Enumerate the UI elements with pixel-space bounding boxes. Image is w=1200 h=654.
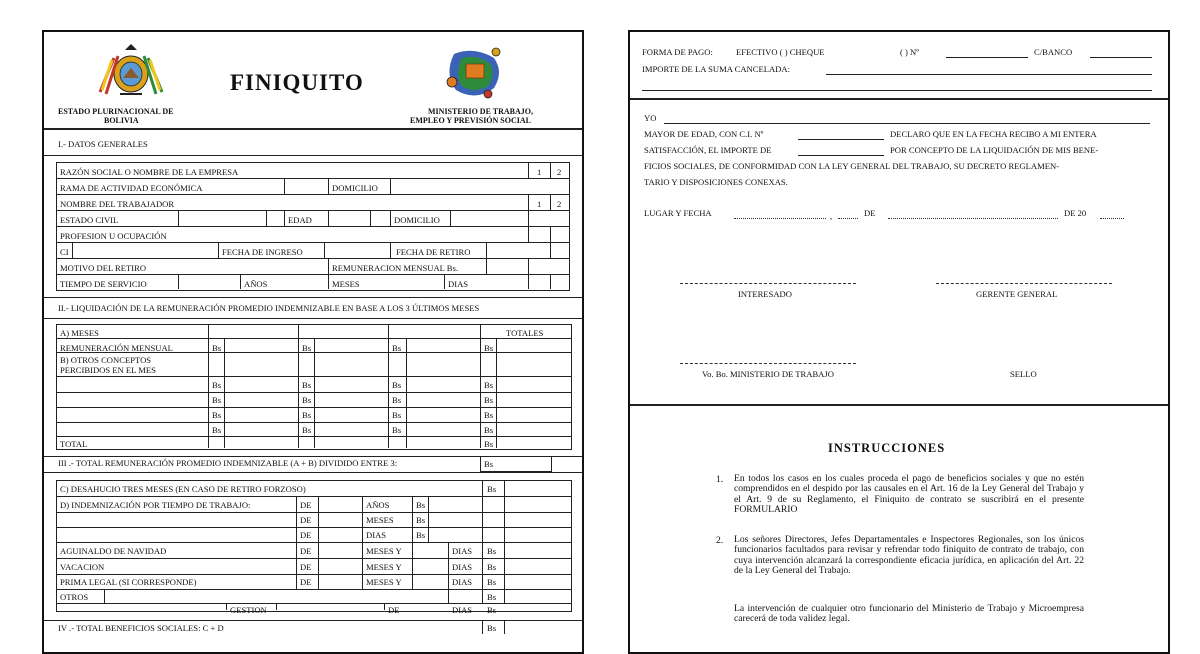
- bs-label: Bs: [392, 410, 402, 420]
- bs-label: Bs: [302, 343, 312, 353]
- otros-label: OTROS: [60, 592, 89, 602]
- de-label: DE: [300, 530, 312, 540]
- bs-label: Bs: [212, 380, 222, 390]
- instruction-1-number: 1.: [716, 474, 724, 485]
- declaracion-line-2a: SATISFACCIÓN, EL IMPORTE DE: [644, 145, 772, 155]
- bs-label: Bs: [487, 484, 497, 494]
- instruction-3-text: La intervención de cualquier otro funcionario del Ministerio de Trabajo y Microempresa carecerá de toda validez legal.: [734, 603, 1084, 625]
- section-3-title: III .- TOTAL REMUNERACIÓN PROMEDIO INDEMNIZABLE (A + B) DIVIDIDO ENTRE 3:: [58, 458, 398, 468]
- a-meses-label: A) MESES: [60, 328, 99, 338]
- otros-conceptos-label-2: PERCIBIDOS EN EL MES: [60, 365, 156, 375]
- bs-label: Bs: [392, 380, 402, 390]
- de-label: DE: [300, 577, 312, 587]
- de-label: DE: [864, 208, 876, 218]
- nombre-trabajador-label: NOMBRE DEL TRABAJADOR: [60, 199, 175, 209]
- bs-label: Bs: [392, 395, 402, 405]
- aguinaldo-label: AGUINALDO DE NAVIDAD: [60, 546, 167, 556]
- bs-label: Bs: [487, 623, 497, 633]
- header-divider: [44, 128, 582, 130]
- desahucio-label: C) DESAHUCIO TRES MESES (EN CASO DE RETIRO FORZOSO): [60, 484, 306, 494]
- bs-label: Bs: [487, 592, 497, 602]
- instrucciones-title: INSTRUCCIONES: [828, 441, 946, 455]
- importe-cancelado-label: IMPORTE DE LA SUMA CANCELADA:: [642, 64, 790, 74]
- vacacion-label: VACACION: [60, 562, 105, 572]
- finiquito-back-page: [628, 30, 1170, 654]
- bs-label: Bs: [484, 395, 494, 405]
- page-number-1: 1: [537, 167, 542, 177]
- bs-label: Bs: [484, 425, 494, 435]
- finiquito-form-page: [42, 30, 584, 654]
- remuneracion-row-label: REMUNERACIÓN MENSUAL: [60, 343, 173, 353]
- totales-label: TOTALES: [506, 328, 544, 338]
- rama-label: RAMA DE ACTIVIDAD ECONÓMICA: [60, 183, 203, 193]
- bs-label: Bs: [212, 410, 222, 420]
- bs-label: Bs: [302, 380, 312, 390]
- gerente-label: GERENTE GENERAL: [976, 289, 1058, 299]
- section-2-title: II.- LIQUIDACIÓN DE LA REMUNERACIÓN PROMEDIO INDEMNIZABLE EN BASE A LOS 3 ÚLTIMOS MESES: [58, 303, 480, 313]
- domicilio-label: DOMICILIO: [332, 183, 378, 193]
- cbanco-label: C/BANCO: [1034, 47, 1073, 57]
- anos-label: AÑOS: [366, 500, 390, 510]
- fecha-retiro-label: FECHA DE RETIRO: [396, 247, 471, 257]
- lugar-fecha-label: LUGAR Y FECHA: [644, 208, 712, 218]
- bs-label: Bs: [392, 425, 402, 435]
- bs-label: Bs: [484, 459, 494, 469]
- date-separator: ,: [830, 211, 833, 221]
- bs-label: Bs: [416, 500, 426, 510]
- bs-label: Bs: [302, 395, 312, 405]
- instruction-2-text: Los señores Directores, Jefes Departamentales e Inspectores Regionales, son los únicos funcionarios facultados para revisar y refrendar todo finiquito de contrato de trabajo, con cuya intervención alcanzará la correspondiente eficacia jurídica, en aplicación del Art. 22 de la Ley General del Trabajo.: [734, 534, 1084, 577]
- declaracion-line-1a: MAYOR DE EDAD, CON C.I. Nº: [644, 129, 764, 139]
- bs-label: Bs: [487, 546, 497, 556]
- worker-number-1: 1: [537, 199, 542, 209]
- instruction-2-number: 2.: [716, 535, 724, 546]
- bs-label: Bs: [212, 343, 222, 353]
- interesado-label: INTERESADO: [738, 289, 792, 299]
- sello-label: SELLO: [1010, 369, 1037, 379]
- meses-label: MESES: [366, 515, 394, 525]
- vobo-label: Vo. Bo. MINISTERIO DE TRABAJO: [702, 369, 834, 379]
- section-1-title: I.- DATOS GENERALES: [58, 139, 148, 149]
- total-row-label: TOTAL: [60, 439, 88, 449]
- meses-y-label: MESES Y: [366, 546, 402, 556]
- left-org-line1: ESTADO PLURINACIONAL DE: [58, 107, 174, 116]
- fecha-ingreso-label: FECHA DE INGRESO: [222, 247, 303, 257]
- bs-label: Bs: [484, 343, 494, 353]
- edad-label: EDAD: [288, 215, 312, 225]
- bs-label: Bs: [302, 425, 312, 435]
- prima-label: PRIMA LEGAL (SI CORRESPONDE): [60, 577, 197, 587]
- meses-y-label: MESES Y: [366, 577, 402, 587]
- dias-label: DIAS: [452, 577, 473, 587]
- meses-y-label: MESES Y: [366, 562, 402, 572]
- bs-label: Bs: [484, 439, 494, 449]
- declaracion-line-1b: DECLARO QUE EN LA FECHA RECIBO A MI ENTERA: [890, 129, 1097, 139]
- dias-label: DIAS: [452, 562, 473, 572]
- bs-label: Bs: [302, 410, 312, 420]
- bolivia-coat-of-arms-icon: [92, 40, 170, 102]
- gestion-label: GESTION: [230, 605, 267, 615]
- de-label: DE: [388, 605, 400, 615]
- de-20-label: DE 20: [1064, 208, 1087, 218]
- remuneracion-mensual-label: REMUNERACION MENSUAL Bs.: [332, 263, 458, 273]
- ci-label: CI: [60, 247, 69, 257]
- declaracion-line-2b: POR CONCEPTO DE LA LIQUIDACIÓN DE MIS BENE-: [890, 145, 1099, 155]
- right-org-line2: EMPLEO Y PREVISIÓN SOCIAL: [410, 116, 531, 125]
- meses-label: MESES: [332, 279, 360, 289]
- bs-label: Bs: [487, 562, 497, 572]
- dias-label: DIAS: [452, 546, 473, 556]
- vobo-signature-line: [680, 363, 856, 364]
- anos-label: AÑOS: [244, 279, 268, 289]
- de-label: DE: [300, 500, 312, 510]
- profesion-label: PROFESION U OCUPACIÓN: [60, 231, 167, 241]
- de-label: DE: [300, 515, 312, 525]
- declaracion-line-4: TARIO Y DISPOSICIONES CONEXAS.: [644, 177, 788, 187]
- de-label: DE: [300, 562, 312, 572]
- bs-label: Bs: [212, 425, 222, 435]
- yo-label: YO: [644, 113, 657, 123]
- bs-label: Bs: [212, 395, 222, 405]
- indemnizacion-label: D) INDEMNIZACIÓN POR TIEMPO DE TRABAJO:: [60, 500, 251, 510]
- dias-label: DIAS: [448, 279, 469, 289]
- interesado-signature-line: [680, 283, 856, 284]
- bs-label: Bs: [484, 380, 494, 390]
- otros-conceptos-label-1: B) OTROS CONCEPTOS: [60, 355, 152, 365]
- worker-number-2: 2: [557, 199, 562, 209]
- bs-label: Bs: [487, 605, 497, 615]
- right-org-line1: MINISTERIO DE TRABAJO,: [428, 107, 533, 116]
- ministry-logo-icon: [442, 44, 508, 102]
- forma-pago-label: FORMA DE PAGO:: [642, 47, 713, 57]
- left-org-line2: BOLIVIA: [104, 116, 139, 125]
- bs-label: Bs: [392, 343, 402, 353]
- bs-label: Bs: [487, 577, 497, 587]
- bs-label: Bs: [484, 410, 494, 420]
- domicilio-worker-label: DOMICILIO: [394, 215, 440, 225]
- dias-label: DIAS: [452, 605, 473, 615]
- page-number-2: 2: [557, 167, 562, 177]
- razon-social-label: RAZÓN SOCIAL O NOMBRE DE LA EMPRESA: [60, 167, 239, 177]
- declaracion-line-3: FICIOS SOCIALES, DE CONFORMIDAD CON LA LEY GENERAL DEL TRABAJO, SU DECRETO REGLAMEN-: [644, 161, 1060, 171]
- bs-label: Bs: [416, 530, 426, 540]
- estado-civil-label: ESTADO CIVIL: [60, 215, 119, 225]
- motivo-retiro-label: MOTIVO DEL RETIRO: [60, 263, 147, 273]
- de-label: DE: [300, 546, 312, 556]
- cheque-numero-label: ( ) Nº: [900, 47, 919, 57]
- form-title: FINIQUITO: [230, 70, 364, 95]
- instruction-1-text: En todos los casos en los cuales proceda el pago de beneficios sociales y que no estén comprendidos en el despido por las causales en el Art. 16 de la Ley General del Trabajo y el Art. 9 de su Reglamento, el Finiquito de contrato se suscribirá en el presente FORMULARIO: [734, 473, 1084, 516]
- gerente-signature-line: [936, 283, 1112, 284]
- total-beneficios-label: IV .- TOTAL BENEFICIOS SOCIALES: C + D: [58, 623, 224, 633]
- bs-label: Bs: [416, 515, 426, 525]
- dias-label: DIAS: [366, 530, 387, 540]
- tiempo-servicio-label: TIEMPO DE SERVICIO: [60, 279, 147, 289]
- efectivo-cheque-label: EFECTIVO ( ) CHEQUE: [736, 47, 825, 57]
